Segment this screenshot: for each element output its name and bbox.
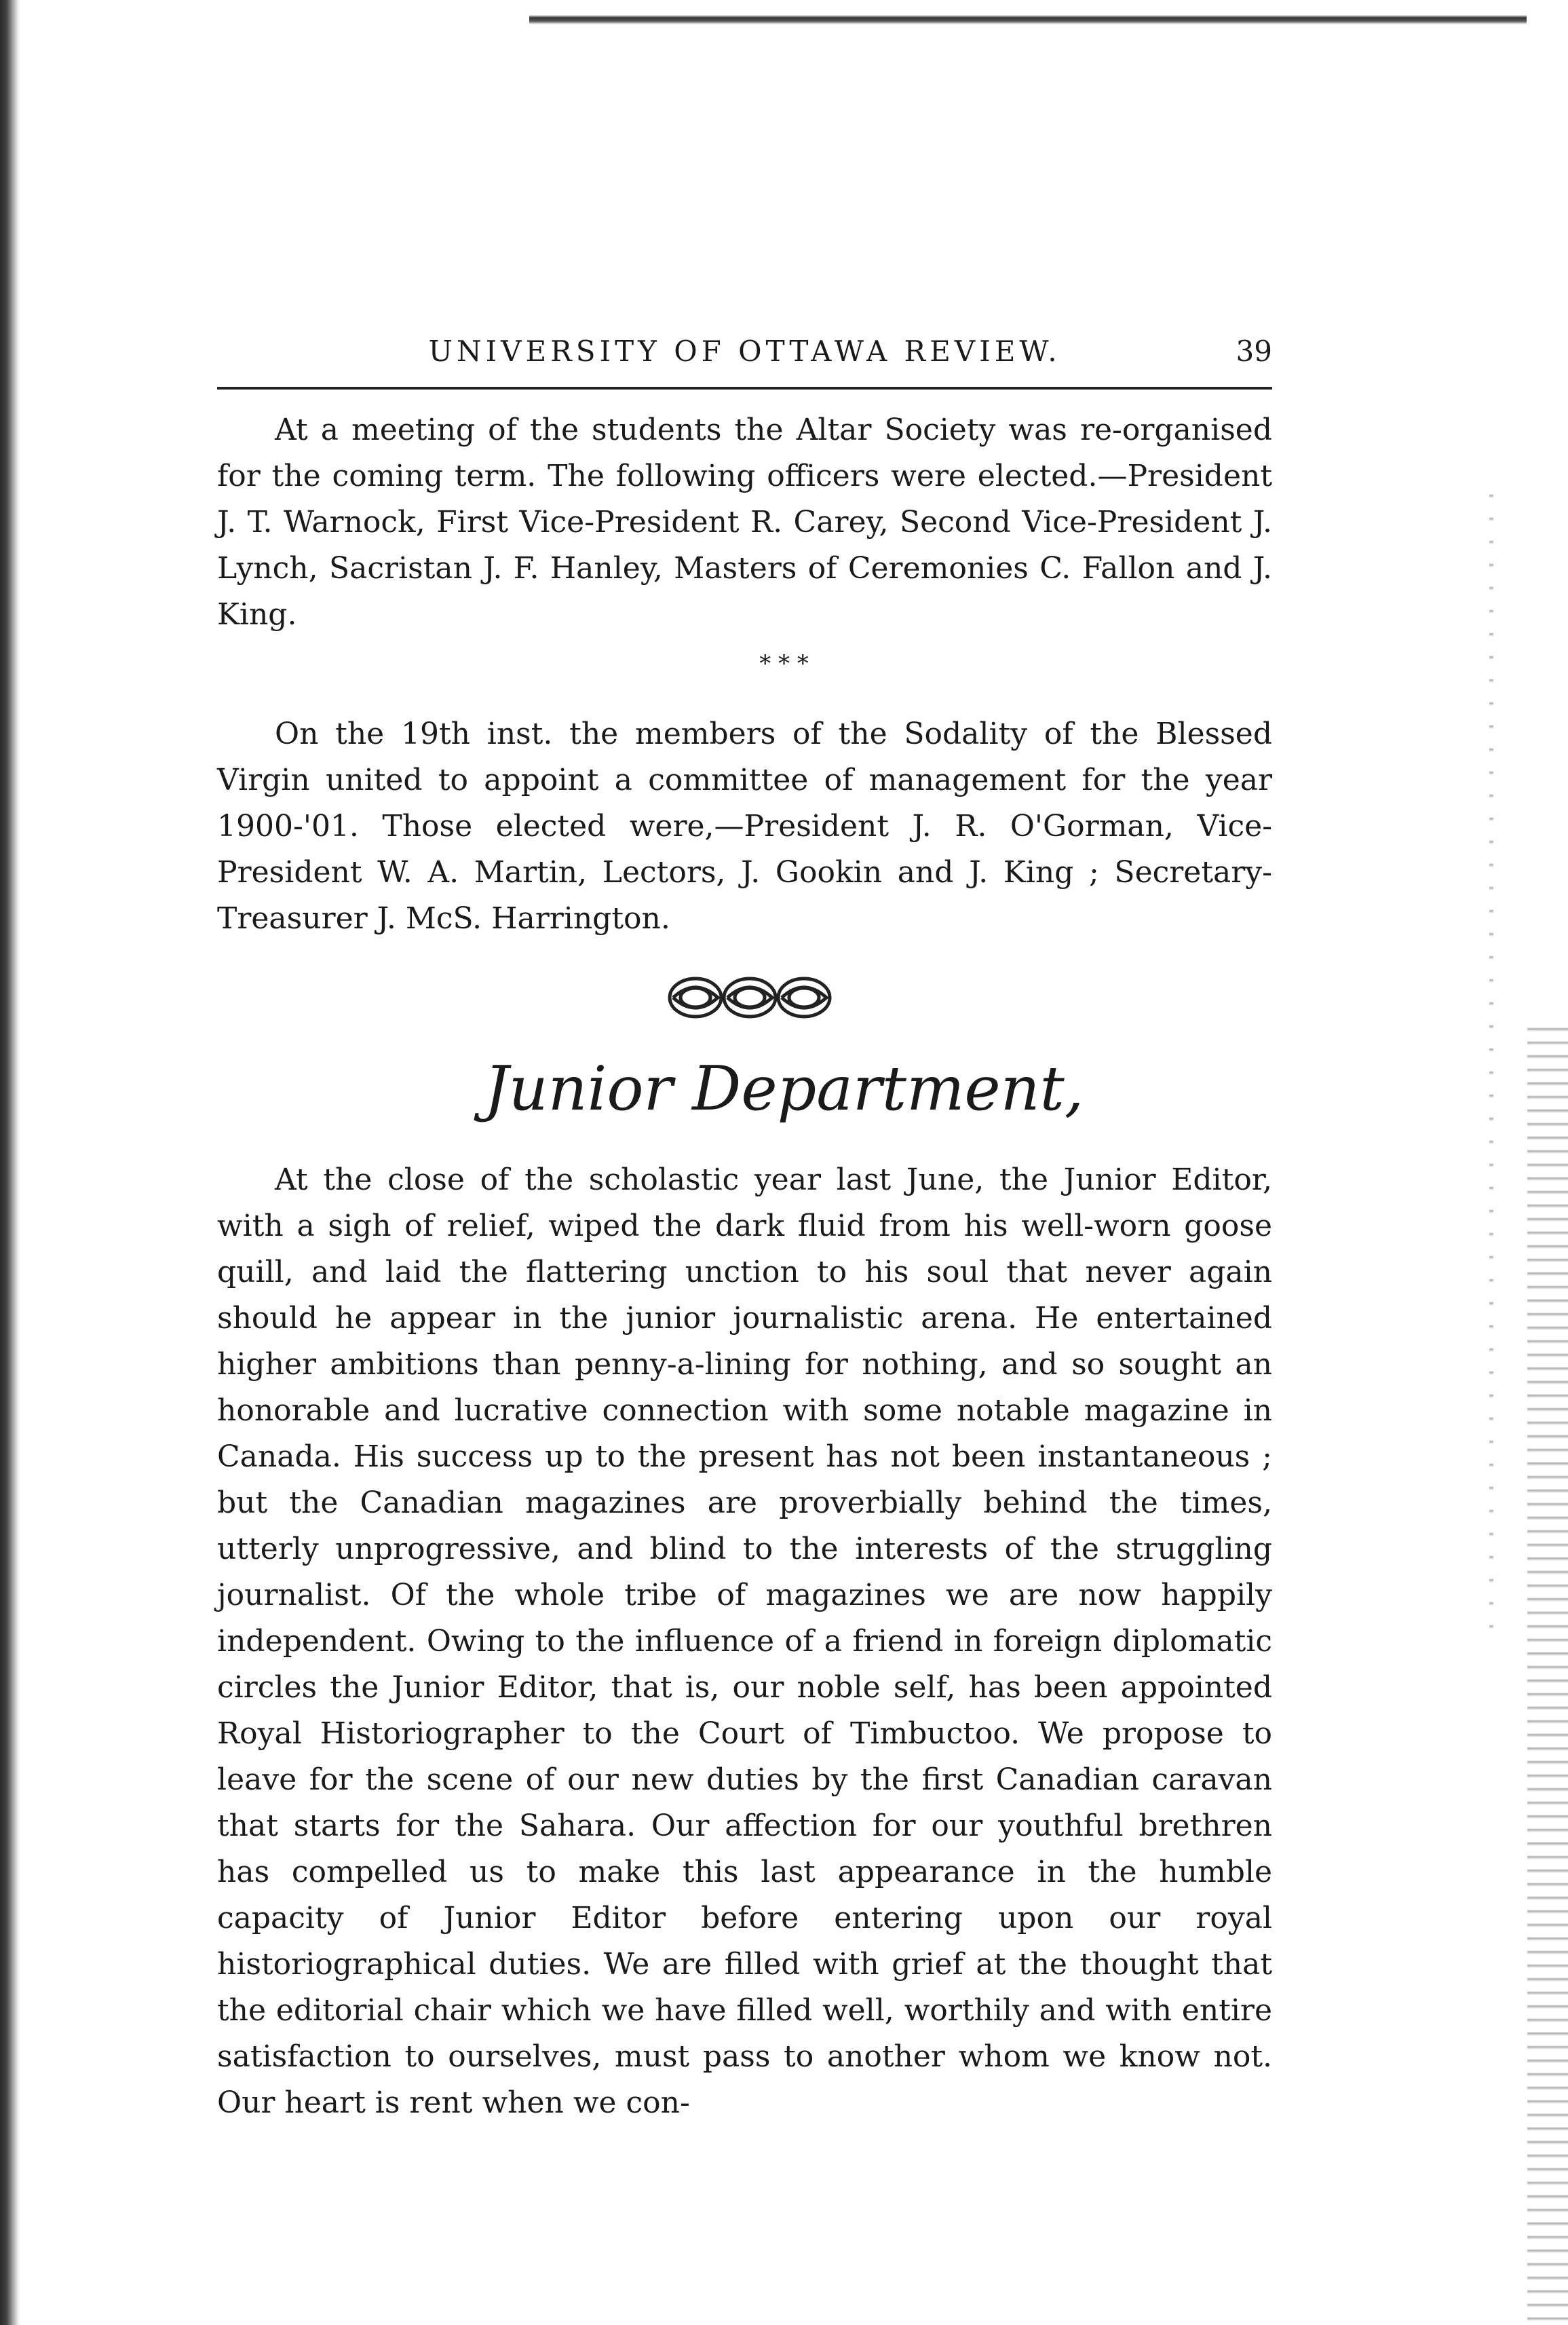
sodality-paragraph — [217, 711, 1272, 942]
header-rule — [217, 387, 1272, 390]
running-title: UNIVERSITY OF OTTAWA REVIEW. — [428, 335, 1061, 368]
paragraph-text: At a meeting of the students the Altar Society was re-organised for the coming term. The following officers were elected.—President J. T. Warnock, First Vice-President R. Carey, Second Vice-President J. Lynch, Sacristan J. F. Hanley, Masters of Ceremonies C. Fallon and J. King. — [217, 413, 1272, 632]
scan-edge-top — [529, 15, 1527, 24]
paragraph-text: On the 19th inst. the members of the Sodality of the Blessed Virgin united to appoint a committee of management for the year 1900-'01. Those elected were,—President J. R. O'Gorman, Vice-President W. A. Martin, Lectors, J. Gookin and J. King ; Secretary-Treasurer J. McS. Harrington. — [217, 717, 1272, 936]
junior-department-paragraph — [217, 1157, 1272, 2126]
section-heading: Junior Department, — [484, 1053, 1084, 1124]
altar-society-paragraph — [217, 407, 1272, 638]
asterism-divider: * * * — [759, 650, 809, 677]
scan-edge-left — [0, 0, 20, 2325]
page-header — [217, 331, 1272, 372]
paragraph-text: At the close of the scholastic year last June, the Junior Editor, with a sigh of relief, wiped the dark fluid from his well-worn goose quill, and laid the flattering unction to his soul that never again should he appear in the junior journalistic arena. He entertained higher ambitions than penny-a-lining for nothing, and so sought an honorable and lucrative connection with some notable magazine in Canada. His success up to the present has not been instantaneous ; but the Canadian magazines are proverbially behind the times, utterly unprogressive, and blind to the interests of the struggling journalist. Of the whole tribe of magazines we are now happily independent. Owing to the influence of a friend in foreign diplomatic circles the Junior Editor, that is, our noble self, has been appointed Royal Historiographer to the Court of Timbuctoo. We propose to leave for the scene of our new duties by the first Canadian caravan that starts for the Sahara. Our affection for our youthful brethren has compelled us to make this last appearance in the humble capacity of Junior Editor before entering upon our royal historiographical duties. We are filled with grief at the thought that the editorial chair which we have filled well, worthily and with entire satisfaction to ourselves, must pass to another whom we know not. Our heart is rent when we con- — [217, 1162, 1272, 2120]
ornament-icon — [665, 970, 835, 1025]
page-number: 39 — [1236, 335, 1272, 368]
scan-edge-right — [1527, 1018, 1568, 2321]
